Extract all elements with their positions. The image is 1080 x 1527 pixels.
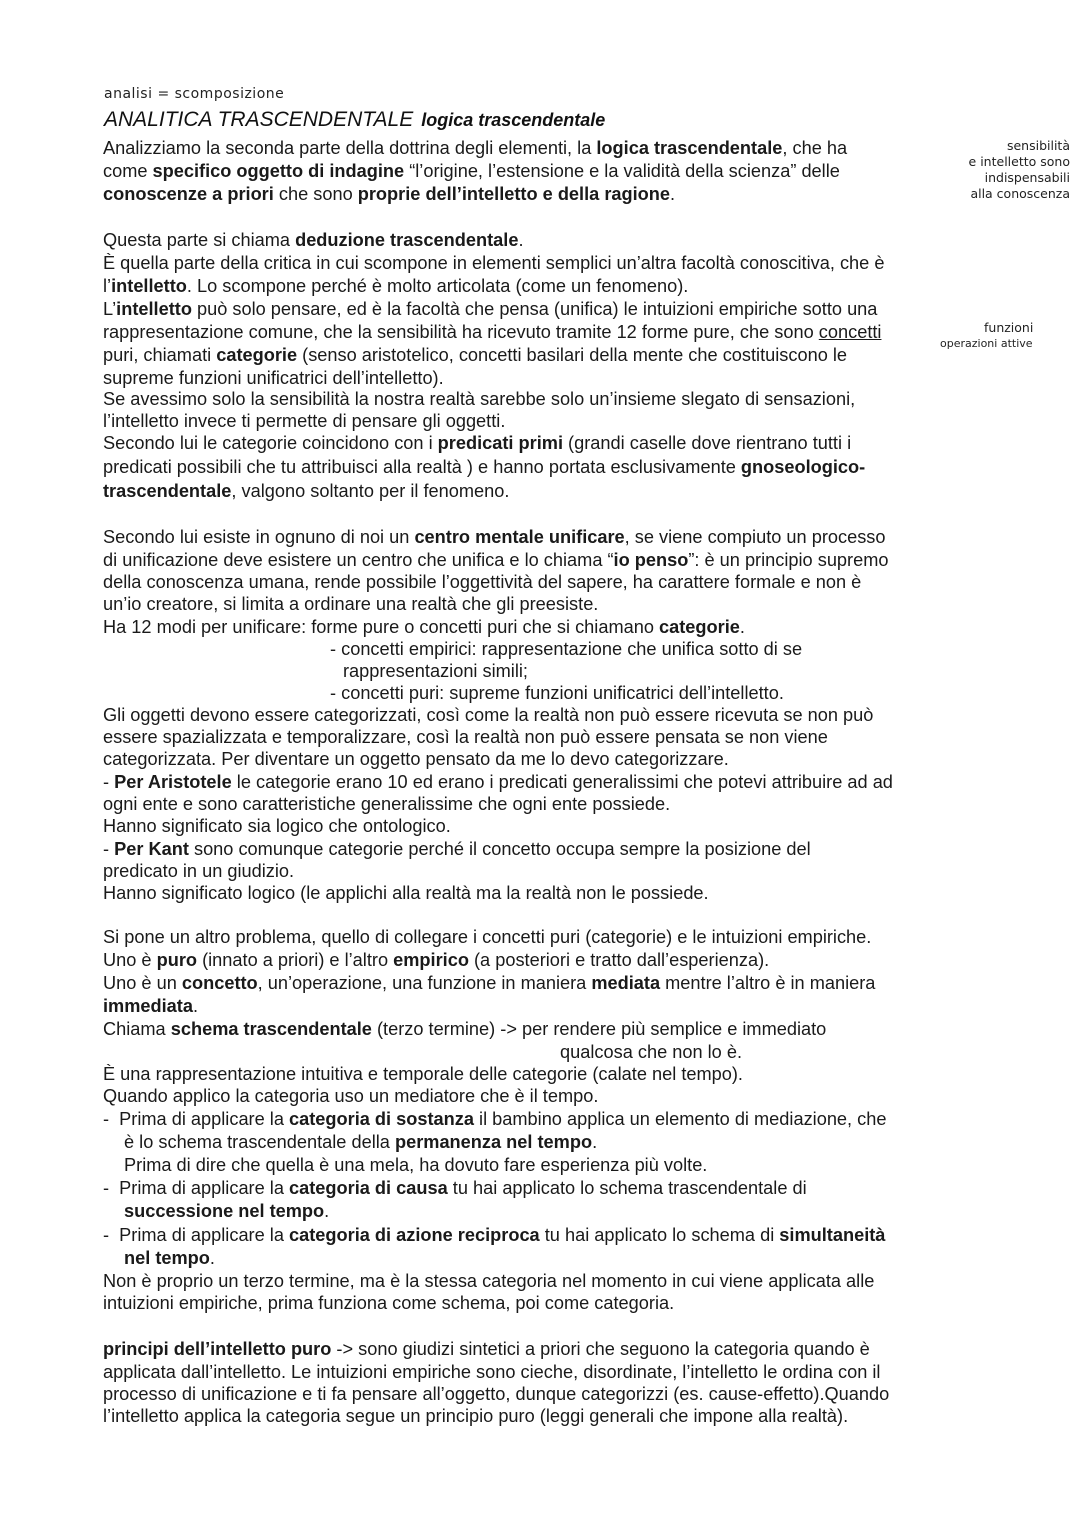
text-line: Non è proprio un terzo termine, ma è la stessa categoria nel momento in cui viene applicata alle — [103, 1271, 875, 1291]
text-line: l’intelletto. Lo scompone perché è molto articolata (come un fenomeno). — [103, 276, 689, 296]
text-line: - concetti empirici: rappresentazione che unifica sotto di se — [330, 639, 803, 659]
text-line: - Prima di applicare la categoria di causa tu hai applicato lo schema trascendentale di — [103, 1178, 807, 1198]
text-line: l’intelletto applica la categoria segue un principio puro (leggi generali che impone alla realtà). — [103, 1406, 849, 1426]
text-line: Hanno significato sia logico che ontologico. — [103, 816, 451, 836]
text-line: della conoscenza umana, rende possibile l’oggettività del sapere, ha carattere formale e non è — [103, 572, 862, 592]
text-line: - Prima di applicare la categoria di azione reciproca tu hai applicato lo schema di simultaneità — [103, 1225, 886, 1245]
handwritten-top-note: analisi = scomposizione — [104, 86, 285, 102]
text-line: Hanno significato logico (le applichi alla realtà ma la realtà non le possiede. — [103, 883, 709, 903]
text-line: - Per Aristotele le categorie erano 10 ed erano i predicati generalissimi che potevi attribuire ad ad — [103, 772, 893, 792]
text-line: puri, chiamati categorie (senso aristotelico, concetti basilari della mente che costituiscono le — [103, 345, 848, 365]
funz-note-line: funzioni — [984, 320, 1034, 335]
text-line: È una rappresentazione intuitiva e temporale delle categorie (calate nel tempo). — [103, 1064, 743, 1084]
text-line: nel tempo. — [124, 1248, 215, 1268]
title-main: ANALITICA TRASCENDENTALE — [104, 108, 414, 131]
text-line: successione nel tempo. — [124, 1201, 330, 1221]
margin-note-line: alla conoscenza — [970, 186, 1070, 201]
text-line: - concetti puri: supreme funzioni unificatrici dell’intelletto. — [330, 683, 784, 703]
margin-note-line: sensibilità — [1006, 138, 1070, 153]
text-line: categorizzata. Per diventare un oggetto pensato da me lo devo categorizzare. — [103, 749, 729, 769]
handwritten-margin-note — [969, 138, 1070, 202]
text-line: rappresentazioni simili; — [343, 661, 528, 681]
text-line: Quando applico la categoria uso un mediatore che è il tempo. — [103, 1086, 599, 1106]
text-line: - Prima di applicare la categoria di sostanza il bambino applica un elemento di mediazione, che — [103, 1109, 887, 1129]
margin-note-line: e intelletto sono — [968, 154, 1070, 169]
text-line: Chiama schema trascendentale (terzo termine) -> per rendere più semplice e immediato — [103, 1019, 827, 1039]
text-line: essere spazializzata e temporalizzare, così la realtà non può essere pensata se non viene — [103, 727, 828, 747]
text-line: ogni ente e sono caratteristiche generalissime che ogni ente possiede. — [103, 794, 671, 814]
text-line: un’io creatore, si limita a ordinare una realtà che gli preesiste. — [103, 594, 599, 614]
text-line: conoscenze a priori che sono proprie dell’intelletto e della ragione. — [103, 184, 676, 204]
text-line: è lo schema trascendentale della permanenza nel tempo. — [124, 1132, 598, 1152]
text-line: - Per Kant sono comunque categorie perché il concetto occupa sempre la posizione del — [103, 839, 811, 859]
text-line: Gli oggetti devono essere categorizzati, così come la realtà non può essere ricevuta se non può — [103, 705, 874, 725]
text-line: intuizioni empiriche, prima funziona come schema, poi come categoria. — [103, 1293, 675, 1313]
text-line: L’intelletto può solo pensare, ed è la facoltà che pensa (unifica) le intuizioni empiriche sotto una — [103, 299, 878, 319]
text-line: predicati possibili che tu attribuisci alla realtà ) e hanno portata esclusivamente gnoseologico- — [103, 457, 866, 477]
text-line: di unificazione deve esistere un centro che unifica e lo chiama “io penso”: è un principio supremo — [103, 550, 889, 570]
text-line: qualcosa che non lo è. — [560, 1042, 743, 1062]
handwritten-funzioni-note — [940, 320, 1034, 352]
text-line: immediata. — [103, 996, 199, 1016]
text-line: Uno è un concetto, un’operazione, una funzione in maniera mediata mentre l’altro è in maniera — [103, 973, 876, 993]
text-line: principi dell’intelletto puro -> sono giudizi sintetici a priori che seguono la categoria quando è — [103, 1339, 870, 1359]
text-line: Si pone un altro problema, quello di collegare i concetti puri (categorie) e le intuizioni empiriche. — [103, 927, 872, 947]
text-line: trascendentale, valgono soltanto per il fenomeno. — [103, 481, 510, 501]
text-line: Prima di dire che quella è una mela, ha dovuto fare esperienza più volte. — [124, 1155, 708, 1175]
text-line: Ha 12 modi per unificare: forme pure o concetti puri che si chiamano categorie. — [103, 617, 745, 637]
page-title — [104, 108, 605, 132]
text-line: supreme funzioni unificatrici dell’intelletto). — [103, 368, 444, 388]
text-line: l’intelletto invece ti permette di pensare gli oggetti. — [103, 411, 506, 431]
text-line: Questa parte si chiama deduzione trascendentale. — [103, 230, 524, 250]
text-line: È quella parte della critica in cui scompone in elementi semplici un’altra facoltà conoscitiva, che è — [103, 253, 885, 273]
text-line: processo di unificazione e ti fa pensare all’oggetto, dunque categorizzi (es. cause-effetto).Quando — [103, 1384, 890, 1404]
text-line: Uno è puro (innato a priori) e l’altro empirico (a posteriori e tratto dall’esperienza). — [103, 950, 770, 970]
text-line: predicato in un giudizio. — [103, 861, 295, 881]
margin-note-line: indispensabili — [984, 170, 1070, 185]
funz-note-line: operazioni attive — [940, 337, 1033, 350]
text-line: Secondo lui esiste in ognuno di noi un centro mentale unificare, se viene compiuto un processo — [103, 527, 886, 547]
text-line: Secondo lui le categorie coincidono con i predicati primi (grandi caselle dove rientrano tutti i — [103, 433, 852, 453]
text-line: Analizziamo la seconda parte della dottrina degli elementi, la logica trascendentale, che ha — [103, 138, 848, 158]
text-line: come specifico oggetto di indagine “l’origine, l’estensione e la validità della scienza” delle — [103, 161, 840, 181]
text-line: rappresentazione comune, che la sensibilità ha ricevuto tramite 12 forme pure, che sono concetti — [103, 322, 882, 342]
text-line: applicata dall’intelletto. Le intuizioni empiriche sono cieche, disordinate, l’intelletto le ordina con il — [103, 1362, 881, 1382]
text-line: Se avessimo solo la sensibilità la nostra realtà sarebbe solo un’insieme slegato di sensazioni, — [103, 389, 856, 409]
title-sub: logica trascendentale — [421, 110, 606, 130]
